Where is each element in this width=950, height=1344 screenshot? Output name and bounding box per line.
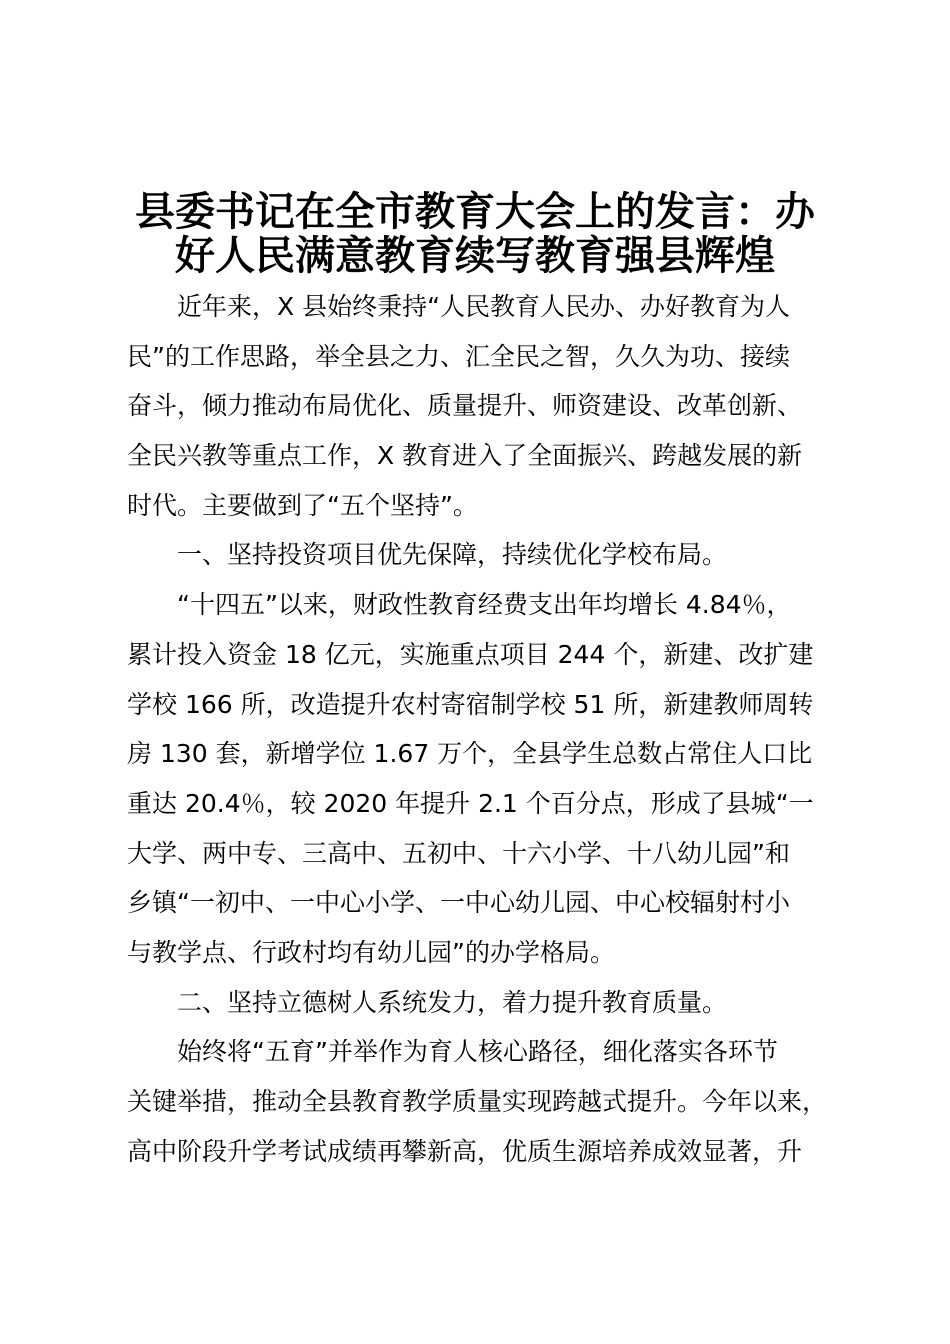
document-body bbox=[127, 282, 837, 1176]
paragraph-intro-line: 近年来，X 县始终秉持“人民教育人民办、办好教育为人 bbox=[177, 292, 791, 321]
document-title-line-1: 县委书记在全市教育大会上的发言：办 bbox=[135, 189, 815, 235]
paragraph-section1-line: 重达 20.4％，较 2020 年提升 2.1 个百分点，形成了县城“一 bbox=[127, 788, 814, 818]
paragraph-section2-line: 高中阶段升学考试成绩再攀新高，优质生源培养成效显著，升 bbox=[127, 1136, 803, 1166]
document-title-line-2: 好人民满意教育续写教育强县辉煌 bbox=[175, 233, 775, 279]
paragraph-intro-line: 民”的工作思路，举全县之力、汇全民之智，久久为功、接续 bbox=[127, 341, 790, 371]
paragraph-section1-line: 乡镇“一初中、一中心小学、一中心幼儿园、中心校辐射村小 bbox=[127, 888, 790, 918]
paragraph-section1-line: “十四五”以来，财政性教育经费支出年均增长 4.84％， bbox=[177, 590, 792, 620]
paragraph-section2-line: 始终将“五育”并举作为育人核心路径，细化落实各环节 bbox=[177, 1037, 778, 1067]
paragraph-intro-line: 时代。主要做到了“五个坚持”。 bbox=[127, 490, 478, 520]
paragraph-section1-line: 大学、两中专、三高中、五初中、十六小学、十八幼儿园”和 bbox=[127, 838, 790, 868]
paragraph-intro-line: 全民兴教等重点工作，X 教育进入了全面振兴、跨越发展的新 bbox=[127, 441, 803, 471]
paragraph-intro-line: 奋斗，倾力推动布局优化、质量提升、师资建设、改革创新、 bbox=[127, 391, 803, 421]
section-heading-1: 一、坚持投资项目优先保障，持续优化学校布局。 bbox=[177, 540, 728, 570]
section-heading-2: 二、坚持立德树人系统发力，着力提升教育质量。 bbox=[177, 987, 728, 1017]
paragraph-section2-line: 关键举措，推动全县教育教学质量实现跨越式提升。今年以来， bbox=[127, 1087, 828, 1116]
paragraph-section1-line: 房 130 套，新增学位 1.67 万个，全县学生总数占常住人口比 bbox=[127, 739, 813, 769]
paragraph-section1-line: 累计投入资金 18 亿元，实施重点项目 244 个，新建、改扩建 bbox=[127, 639, 814, 669]
paragraph-section1-line: 学校 166 所，改造提升农村寄宿制学校 51 所，新建教师周转 bbox=[127, 689, 814, 719]
paragraph-section1-line: 与教学点、行政村均有幼儿园”的办学格局。 bbox=[127, 937, 615, 967]
